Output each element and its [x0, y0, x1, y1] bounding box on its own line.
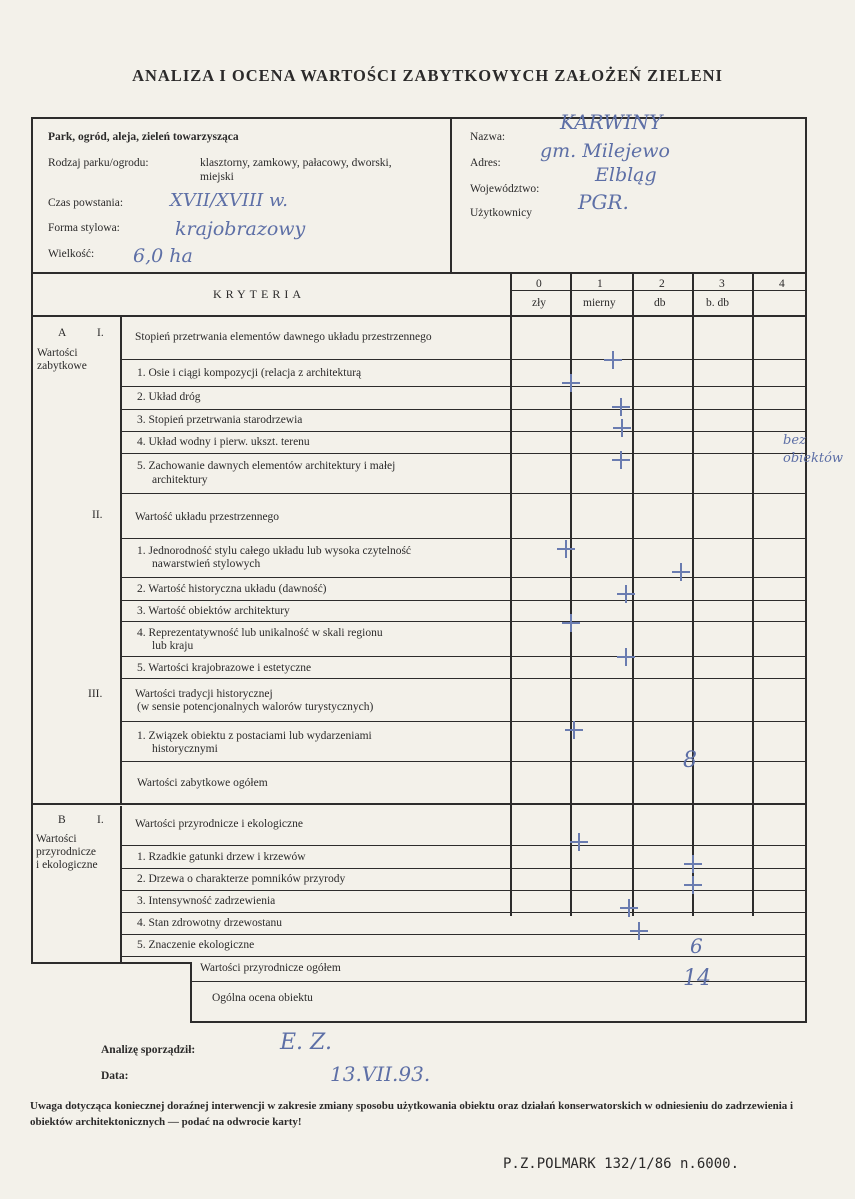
- rating-mark: [672, 563, 690, 581]
- frame-bottom: [190, 1021, 807, 1023]
- g2-line-4: [121, 656, 806, 657]
- section-b-total-value: 6: [690, 934, 703, 958]
- col-line-3: [692, 273, 694, 916]
- g2-item-5: 5. Wartości krajobrazowe i estetyczne: [137, 662, 312, 674]
- section-b-divider: [120, 806, 122, 964]
- b-item-5: 5. Znaczenie ekologiczne: [137, 939, 255, 951]
- rating-mark: [562, 374, 580, 392]
- g3-item-1-cont: historycznymi: [152, 743, 218, 755]
- rating-mark: [630, 922, 648, 940]
- g1-line-top: [121, 359, 806, 360]
- name-value: KARWINY: [560, 110, 663, 134]
- g1-item-5: 5. Zachowanie dawnych elementów architektury i małej: [137, 460, 396, 472]
- b-line-3: [121, 912, 806, 913]
- voivodeship-value: Elbląg: [595, 164, 657, 186]
- group-3-num: III.: [88, 688, 103, 700]
- col-line-0: [510, 273, 512, 916]
- g2-item-2: 2. Wartość historyczna układu (dawność): [137, 583, 327, 595]
- g1-line-1: [121, 386, 806, 387]
- col-line-4: [752, 273, 754, 916]
- scale-num-2: 2: [659, 278, 665, 290]
- type-label: Park, ogród, aleja, zieleń towarzysząca: [48, 131, 239, 143]
- g3-line-top: [121, 721, 806, 722]
- g1-line-2: [121, 409, 806, 410]
- users-label: Użytkownicy: [470, 207, 532, 219]
- header-bottom: [31, 272, 806, 274]
- side-note: bez obiektów: [783, 433, 844, 466]
- created-label: Czas powstania:: [48, 197, 124, 209]
- g2-line-5: [121, 678, 806, 679]
- footer-note: Uwaga dotycząca koniecznej doraźnej interwencji w zakresie zmiany sposobu użytkowania obiektu oraz działań konserwatorskich w odniesieniu do zadrzewienia i obiektów architektonicznych — podać na odwrocie karty!: [30, 1100, 794, 1128]
- address-value: gm. Milejewo: [540, 140, 670, 162]
- b-line-2: [121, 890, 806, 891]
- address-label: Adres:: [470, 157, 501, 169]
- g2-item-1-cont: nawarstwień stylowych: [152, 558, 261, 570]
- size-label: Wielkość:: [48, 248, 95, 260]
- form-title: ANALIZA I OCENA WARTOŚCI ZABYTKOWYCH ZAŁOŻEŃ ZIELENI: [132, 66, 723, 85]
- rating-mark: [604, 351, 622, 369]
- kind-label: Rodzaj parku/ogrodu:: [48, 157, 149, 169]
- g2-line-top: [121, 538, 806, 539]
- b-item-4: 4. Stan zdrowotny drzewostanu: [137, 917, 282, 929]
- frame-top: [31, 117, 806, 119]
- b-item-3: 3. Intensywność zadrzewienia: [137, 895, 276, 907]
- scale-mid-line: [510, 290, 806, 291]
- kind-options: klasztorny, zamkowy, pałacowy, dworski,: [200, 157, 392, 169]
- rating-mark: [684, 855, 702, 873]
- frame-bottom-left: [31, 962, 191, 964]
- style-label: Forma stylowa:: [48, 222, 120, 234]
- group-2-title: Wartość układu przestrzennego: [135, 511, 280, 523]
- rating-mark: [613, 419, 631, 437]
- scale-label-1: mierny: [583, 297, 616, 309]
- voivodeship-label: Województwo:: [470, 183, 540, 195]
- rating-mark: [570, 833, 588, 851]
- b-item-2: 2. Drzewa o charakterze pomników przyrody: [137, 873, 346, 885]
- prepared-signature: E. Z.: [280, 1030, 332, 1055]
- created-value: XVII/XVIII w.: [170, 190, 288, 211]
- g1-item-1: 1. Osie i ciągi kompozycji (relacja z architekturą: [137, 367, 362, 379]
- scale-num-1: 1: [597, 278, 603, 290]
- scale-label-2: db: [654, 297, 666, 309]
- section-b-total-label: Wartości przyrodnicze ogółem: [200, 962, 341, 974]
- scale-num-0: 0: [536, 278, 542, 290]
- rating-mark: [617, 585, 635, 603]
- group-3-title: Wartości tradycji historycznej: [135, 688, 273, 700]
- g1-line-4: [121, 453, 806, 454]
- date-label: Data:: [101, 1070, 129, 1082]
- overall-label: Ogólna ocena obiektu: [212, 992, 313, 1004]
- g1-item-4: 4. Układ wodny i pierw. ukszt. terenu: [137, 436, 310, 448]
- overall-value: 14: [683, 966, 711, 991]
- g1-line-3: [121, 431, 806, 432]
- g3-line-1: [121, 761, 806, 762]
- g2-item-3: 3. Wartość obiektów architektury: [137, 605, 290, 617]
- rating-mark: [565, 721, 583, 739]
- scale-header-bottom: [31, 315, 806, 317]
- rating-mark: [612, 398, 630, 416]
- g1-item-5-cont: architektury: [152, 474, 208, 486]
- section-a-divider: [120, 316, 122, 804]
- g2-line-1: [121, 577, 806, 578]
- header-divider: [450, 117, 452, 273]
- name-label: Nazwa:: [470, 131, 506, 143]
- frame-step: [190, 962, 192, 1022]
- users-value: PGR.: [578, 190, 629, 214]
- b-line-4: [121, 934, 806, 935]
- criteria-label: KRYTERIA: [213, 287, 305, 301]
- rating-mark: [620, 899, 638, 917]
- rating-mark: [612, 451, 630, 469]
- group-3-subtitle: (w sensie potencjonalnych walorów turystycznych): [137, 701, 374, 713]
- group-1-num: I.: [97, 327, 104, 339]
- section-a-total-value: 8: [683, 748, 697, 773]
- section-a-title: Wartości zabytkowe: [37, 347, 87, 372]
- b-line-top: [121, 845, 806, 846]
- prepared-label: Analizę sporządził:: [101, 1044, 196, 1056]
- g1-line-5: [121, 493, 806, 494]
- section-a-letter: A: [58, 327, 67, 339]
- frame-right: [805, 117, 807, 1022]
- b-item-1: 1. Rzadkie gatunki drzew i krzewów: [137, 851, 306, 863]
- g1-item-3: 3. Stopień przetrwania starodrzewia: [137, 414, 303, 426]
- section-b-letter: B: [58, 814, 66, 826]
- g2-item-4: 4. Reprezentatywność lub unikalność w skali regionu: [137, 627, 383, 639]
- rating-mark: [684, 876, 702, 894]
- scale-label-0: zły: [532, 297, 547, 309]
- section-b-group-title: Wartości przyrodnicze i ekologiczne: [135, 818, 303, 830]
- scale-num-3: 3: [719, 278, 725, 290]
- g2-line-2: [121, 600, 806, 601]
- rating-mark: [617, 648, 635, 666]
- b-line-1: [121, 868, 806, 869]
- size-value: 6,0 ha: [133, 245, 193, 267]
- kind-options-2: miejski: [200, 171, 234, 183]
- scale-label-3: b. db: [706, 297, 729, 309]
- group-1-title: Stopień przetrwania elementów dawnego układu przestrzennego: [135, 331, 432, 343]
- date-value: 13.VII.93.: [330, 1062, 431, 1086]
- rating-mark: [562, 614, 580, 632]
- overall-line: [191, 981, 806, 982]
- g2-item-4-cont: lub kraju: [152, 640, 194, 652]
- scale-num-4: 4: [779, 278, 785, 290]
- section-a-bottom: [31, 803, 806, 805]
- section-a-total-label: Wartości zabytkowe ogółem: [137, 777, 268, 789]
- g3-item-1: 1. Związek obiektu z postaciami lub wydarzeniami: [137, 730, 372, 742]
- print-code: P.Z.POLMARK 132/1/86 n.6000.: [503, 1156, 740, 1172]
- section-b-title: Wartości przyrodnicze i ekologiczne: [36, 833, 98, 871]
- b-line-5: [121, 956, 806, 957]
- rating-mark: [557, 540, 575, 558]
- col-line-1: [570, 273, 572, 916]
- g2-line-3: [121, 621, 806, 622]
- g2-item-1: 1. Jednorodność stylu całego układu lub wysoka czytelność: [137, 545, 412, 557]
- style-value: krajobrazowy: [175, 218, 306, 240]
- section-b-num: I.: [97, 814, 104, 826]
- frame-left: [31, 117, 33, 963]
- g1-item-2: 2. Układ dróg: [137, 391, 201, 403]
- group-2-num: II.: [92, 509, 103, 521]
